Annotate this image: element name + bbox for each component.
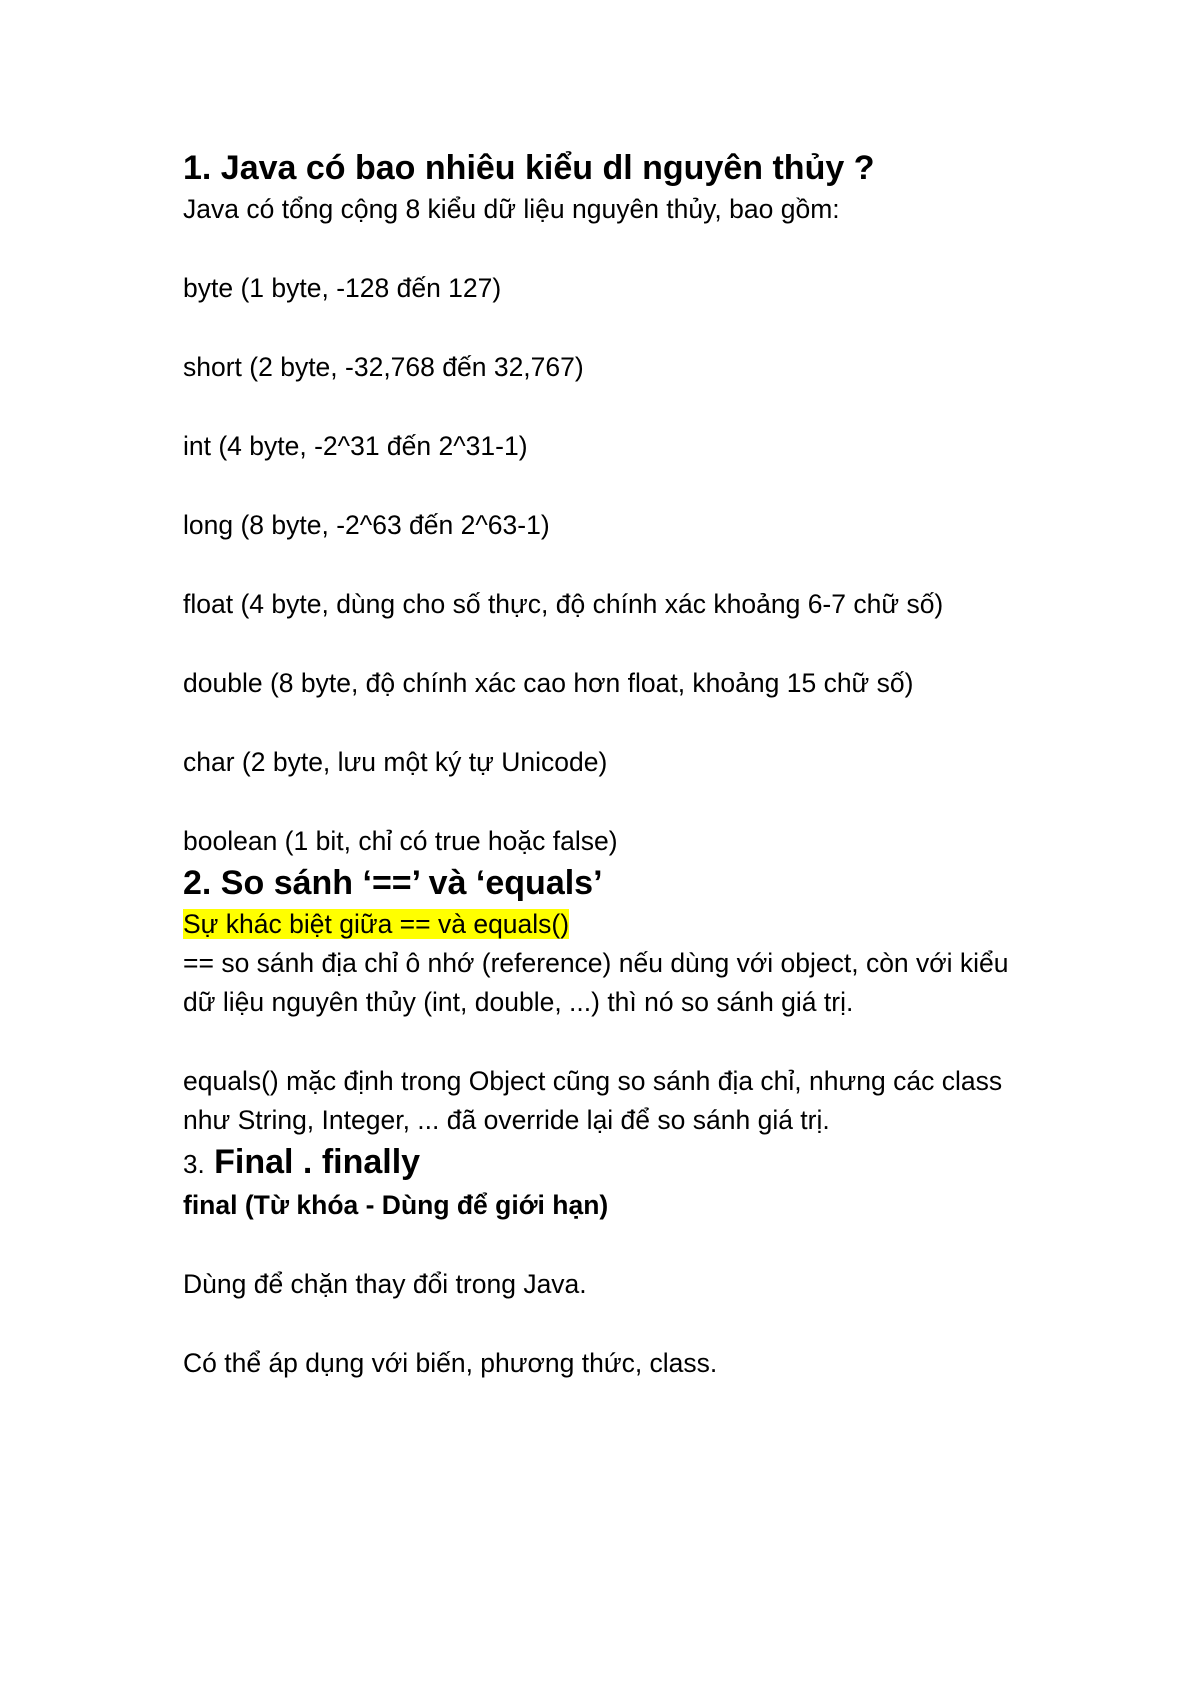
section-2-heading: 2. So sánh ‘==’ và ‘equals’ [183, 864, 603, 902]
section-3-number: 3. [183, 1149, 205, 1179]
type-item-double: double (8 byte, độ chính xác cao hơn float, khoảng 15 chữ số) [183, 668, 914, 698]
document-page [183, 146, 1063, 1383]
section-3-para-1: Dùng để chặn thay đổi trong Java. [183, 1269, 587, 1299]
section-2-para-2: equals() mặc định trong Object cũng so sánh địa chỉ, nhưng các class như String, Integer, ... đã override lại để so sánh giá trị. [183, 1066, 1003, 1135]
section-3-subheading: final (Từ khóa - Dùng để giới hạn) [183, 1190, 609, 1220]
section-3-heading [183, 1140, 1063, 1186]
section-3-title: Final . finally [214, 1143, 421, 1181]
type-item-short: short (2 byte, -32,768 đến 32,767) [183, 352, 584, 382]
section-1-intro: Java có tổng cộng 8 kiểu dữ liệu nguyên thủy, bao gồm: [183, 194, 840, 224]
section-3-para-2: Có thể áp dụng với biến, phương thức, class. [183, 1348, 718, 1378]
section-1-heading: 1. Java có bao nhiêu kiểu dl nguyên thủy ? [183, 149, 875, 187]
type-item-byte: byte (1 byte, -128 đến 127) [183, 273, 502, 303]
type-item-long: long (8 byte, -2^63 đến 2^63-1) [183, 510, 550, 540]
type-item-boolean: boolean (1 bit, chỉ có true hoặc false) [183, 826, 618, 856]
highlighted-subheading: Sự khác biệt giữa == và equals() [183, 909, 570, 939]
type-item-char: char (2 byte, lưu một ký tự Unicode) [183, 747, 608, 777]
type-item-int: int (4 byte, -2^31 đến 2^31-1) [183, 431, 528, 461]
type-item-float: float (4 byte, dùng cho số thực, độ chính xác khoảng 6-7 chữ số) [183, 589, 944, 619]
section-2-para-1: == so sánh địa chỉ ô nhớ (reference) nếu dùng với object, còn với kiểu dữ liệu nguyên thủy (int, double, ...) thì nó so sánh giá trị. [183, 948, 1009, 1017]
